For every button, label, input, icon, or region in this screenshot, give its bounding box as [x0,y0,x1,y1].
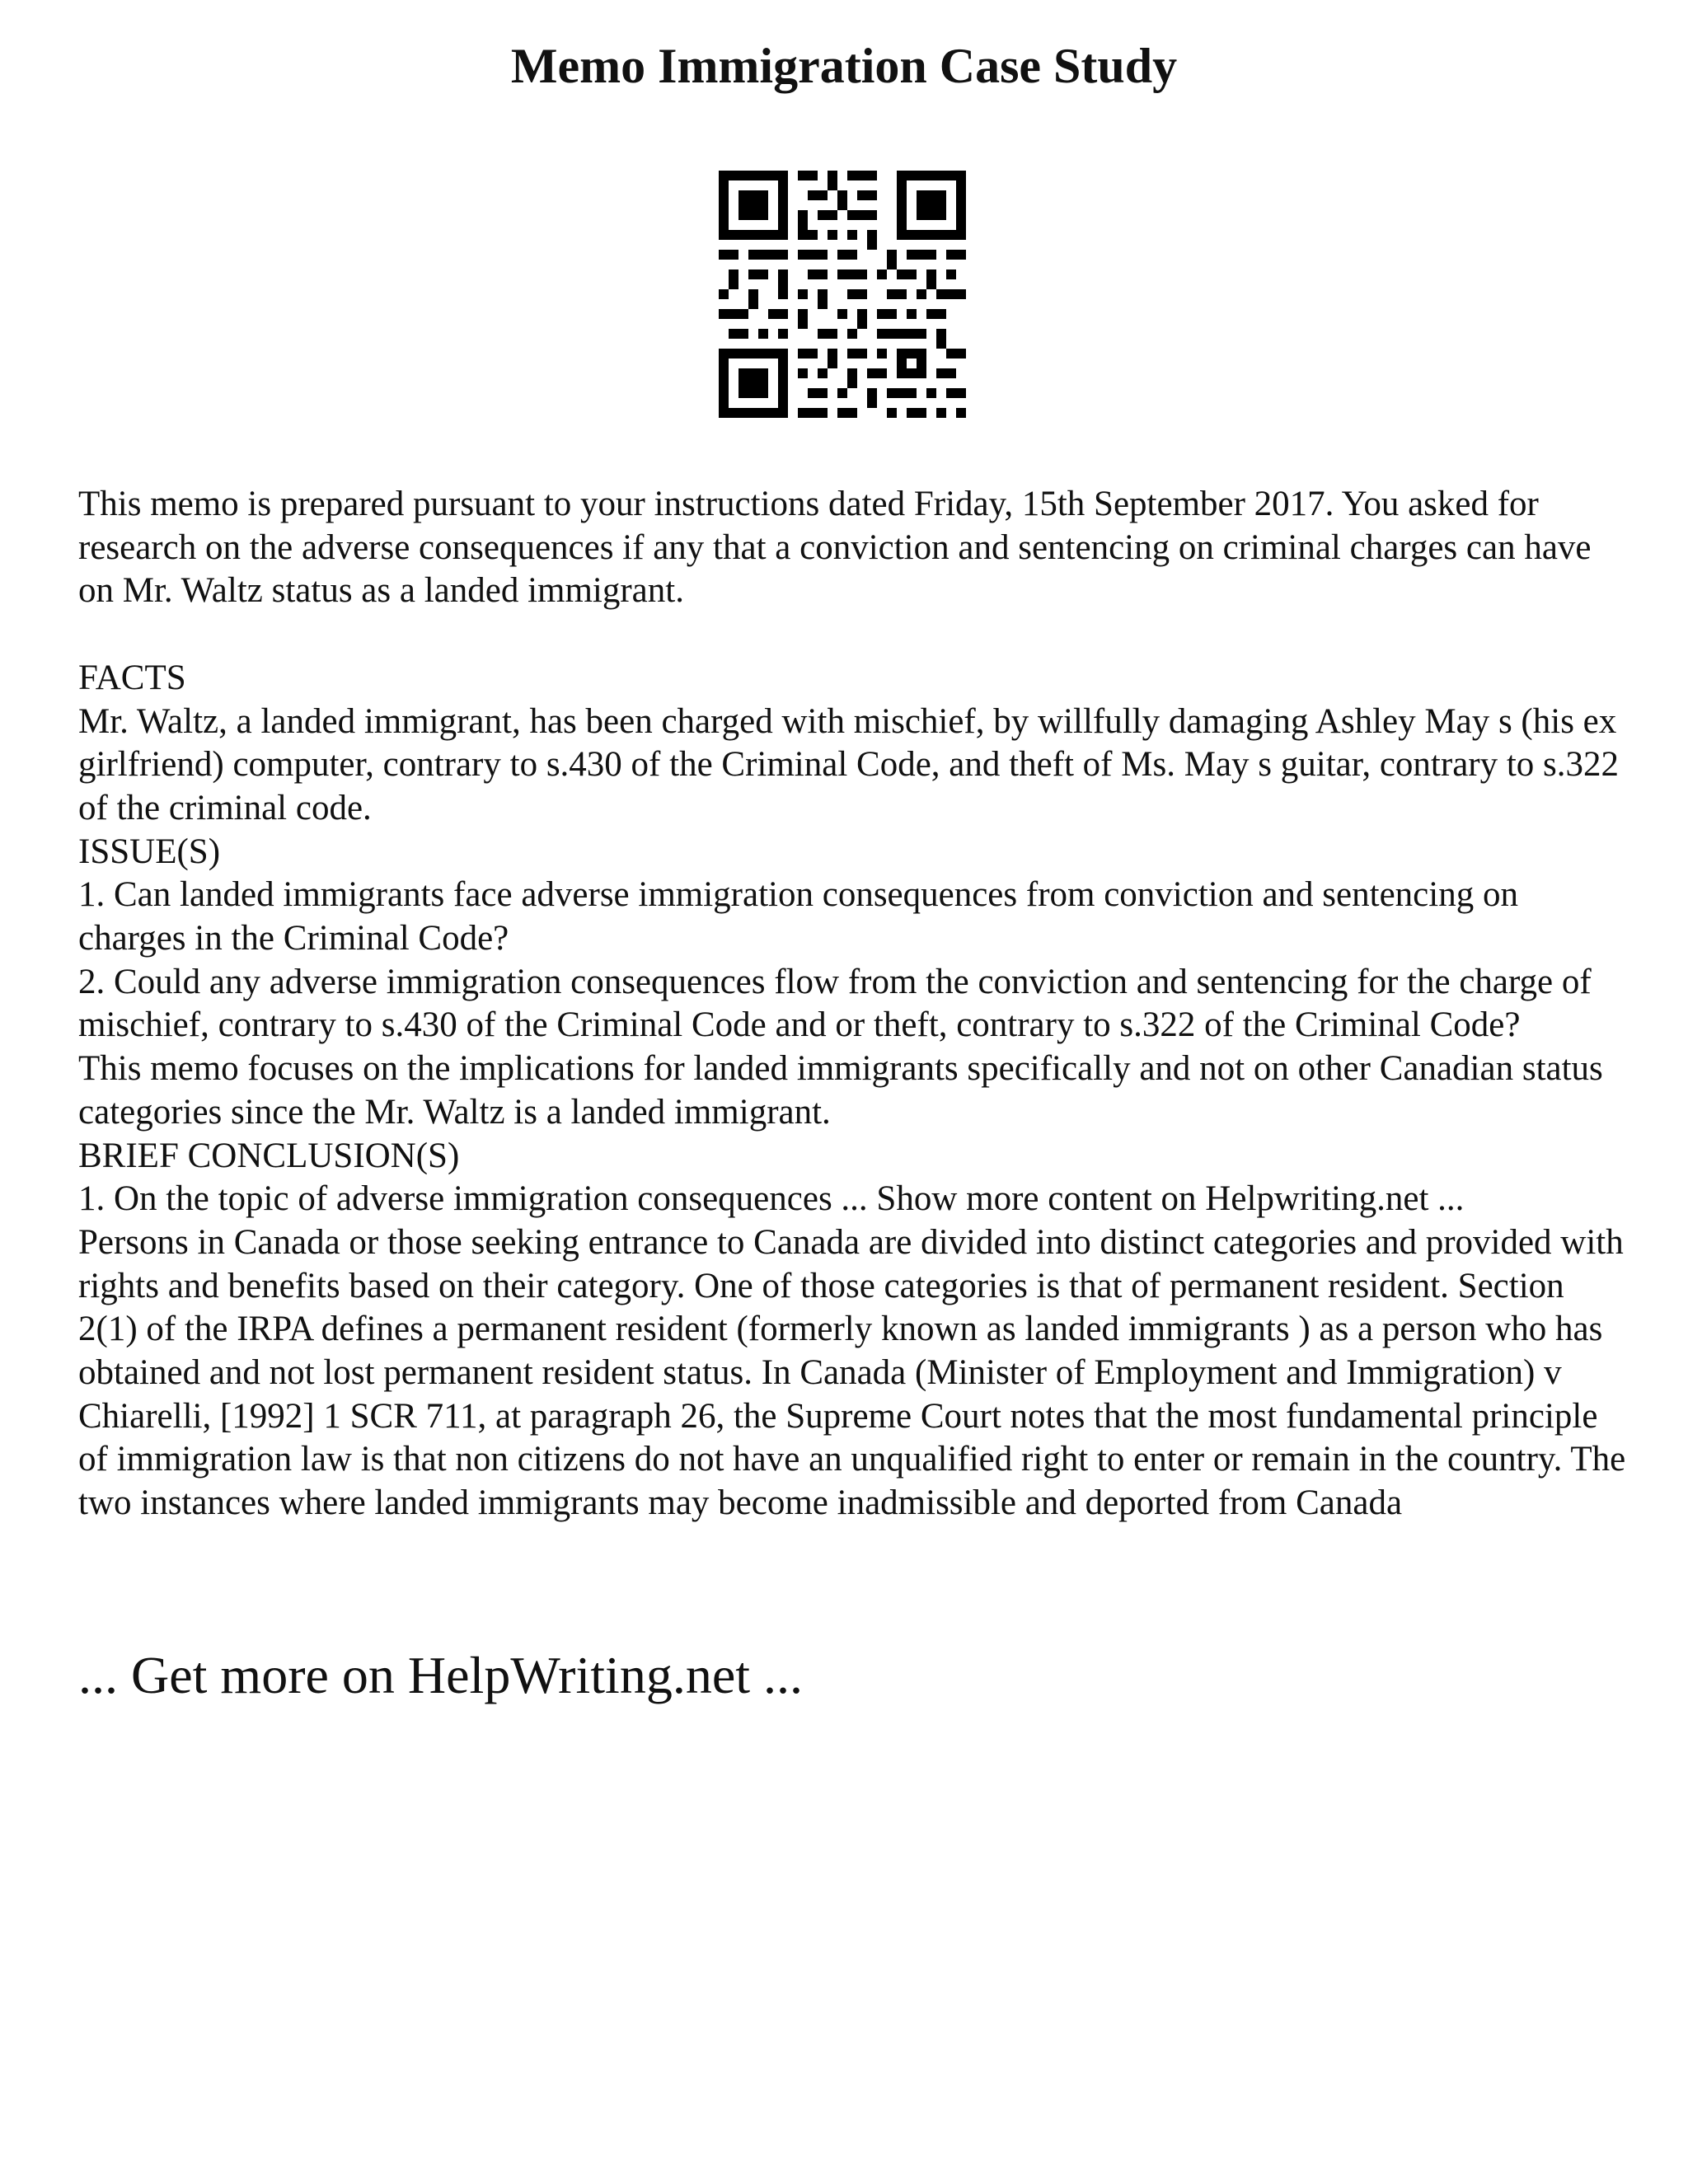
paragraph-spacer [78,613,1628,657]
body-paragraph: Persons in Canada or those seeking entrance to Canada are divided into distinct categories and provided with rights and benefits based on their category. One of those categories is that of permanent resident. Section 2(1) of the IRPA defines a permanent resident (formerly known as landed immigrants ) as a person who has obtained and not lost permanent resident status. In Canada (Minister of Employment and Immigration) v Chiarelli, [1992] 1 SCR 711, at paragraph 26, the Supreme Court notes that the most fundamental principle of immigration law is that non citizens do not have an unqualified right to enter or remain in the country. The two instances where landed immigrants may become inadmissible and deported from Canada [78,1222,1626,1523]
focus-paragraph: This memo focuses on the implications for landed immigrants specifically and not on other Canadian status categories since the Mr. Waltz is a landed immigrant. [78,1049,1603,1132]
document-title: Memo Immigration Case Study [510,39,1178,93]
facts-heading: FACTS [78,658,186,697]
intro-paragraph: This memo is prepared pursuant to your instructions dated Friday, 15th September 2017. You asked for research on the adverse consequences if any that a conviction and sentencing on criminal charges can have on Mr. Waltz status as a landed immigrant. [78,485,1592,611]
issue-item-2: 2. Could any adverse immigration consequences flow from the conviction and sentencing for the charge of mischief, contrary to s.430 of the Criminal Code and or theft, contrary to s.322 of the Criminal Code? [78,962,1592,1045]
conclusion-heading: BRIEF CONCLUSION(S) [78,1136,460,1175]
issue-item-1: 1. Can landed immigrants face adverse immigration consequences from conviction and sentencing on charges in the Criminal Code? [78,875,1518,958]
conclusion-item-1: 1. On the topic of adverse immigration consequences ... Show more content on Helpwriting.net ... [78,1179,1465,1219]
get-more-link[interactable]: ... Get more on HelpWriting.net ... [78,1646,803,1704]
memo-body [78,483,1628,1526]
qr-code-icon [719,171,966,418]
issues-heading: ISSUE(S) [78,832,221,871]
facts-paragraph: Mr. Waltz, a landed immigrant, has been charged with mischief, by willfully damaging Ashley May s (his ex girlfriend) computer, contrary to s.430 of the Criminal Code, and theft of Ms. May s guitar, contrary to s.322 of the criminal code. [78,701,1620,827]
